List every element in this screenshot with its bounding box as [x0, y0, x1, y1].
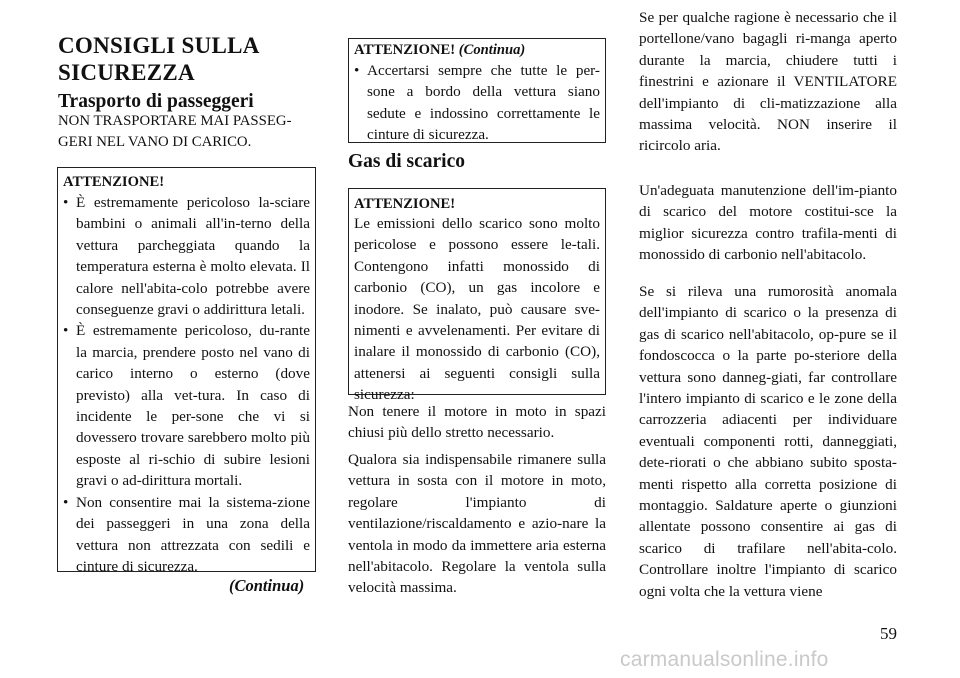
warning-bullet: • È estremamente pericoloso, du-rante la marcia, prendere posto nel vano di carico interno o esterno (dove previsto) alla vet-tura. In caso di incidente le per-sone che vi si dovessero trovare sarebbero molto più esposte al ri-schio di subire lesioni gravi o ad-dirittura mortali. [63, 322, 310, 490]
warning-text: Le emissioni dello scarico sono molto pericolose e possono essere le-tali. Contengono infatti monossido di carbonio (CO), un gas incolore e inodore. Se inalato, può causare sve-nimenti e avvelenamenti. Per evitare di inalare il monossido di carbonio (CO), attenersi ai seguenti consigli sulla sicurezza: [354, 215, 600, 404]
warning-box-passengers [57, 167, 316, 575]
warning-bullet-list [63, 192, 310, 577]
title-line-2: SICUREZZA [58, 60, 195, 85]
warning-bullet: • È estremamente pericoloso la-sciare bambini o animali all'in-terno della vettura parcheggiata quando la temperatura esterna è molto elevata. Il calore nell'abita-colo potrebbe avere conseguenze gravi o addirittura letali. [63, 194, 310, 319]
bullet-icon: • [354, 62, 360, 79]
section-title-passengers: Trasporto di passeggeri [58, 91, 254, 112]
warning-bullet: • Accertarsi sempre che tutte le per-sone a bordo della vettura siano sedute e indossino correttamente le cinture di sicurezza. [354, 62, 600, 144]
warning-heading: ATTENZIONE! [63, 174, 165, 190]
title-line-1: CONSIGLI SULLA [58, 33, 260, 58]
bullet-icon: • [63, 493, 69, 511]
warning-box-exhaust [348, 188, 606, 404]
bullet-icon: • [63, 194, 69, 211]
page-title [58, 32, 318, 86]
warning-bullet-list [354, 60, 600, 146]
exhaust-paragraph-1: Non tenere il motore in moto in spazi chiusi più dello stretto necessario. [348, 403, 606, 442]
watermark: carmanualsonline.info [620, 648, 829, 671]
right-paragraph-2: Un'adeguata manutenzione dell'im-pianto di scarico del motore costitui-sce la miglior sicurezza contro trafila-menti di monossido di carbonio nell'abitacolo. [639, 182, 897, 264]
right-paragraph-1: Se per qualche ragione è necessario che il portellone/vano bagagli ri-manga aperto durante la marcia, chiudere tutti i finestrini e azionare il VENTILATORE dell'impianto di cli-matizzazione alla massima velocità. NON inserire il ricircolo aria. [639, 9, 897, 155]
warning-heading: ATTENZIONE! [354, 196, 456, 212]
continued-label: (Continua) [229, 576, 305, 595]
warning-box-continued [348, 38, 606, 143]
exhaust-paragraph-2: Qualora sia indispensabile rimanere sulla vettura in sosta con il motore in moto, regolare l'impianto di ventilazione/riscaldamento e azio-nare la ventola in modo da immettere aria esterna nell'abitacolo. Regolare la ventola sulla velocità massima. [348, 451, 606, 597]
section-title-exhaust: Gas di scarico [348, 151, 465, 172]
page-number: 59 [880, 624, 897, 643]
bullet-icon: • [63, 322, 69, 340]
warning-heading-continued: ATTENZIONE! (Continua) [354, 42, 526, 58]
warning-bullet: • Non consentire mai la sistema-zione dei passeggeri in una zona della vettura non attrezzata con sedili e cinture di sicurezza. [63, 493, 310, 575]
right-paragraph-3: Se si rileva una rumorosità anomala dell'impianto di scarico o la presenza di gas di scarico nell'abitacolo, op-pure se il fondoscocca o la parte po-steriore della vettura sono danneg-giati, far controllare l'intero impianto di scarico e le zone della carrozzeria adiacenti per individuare eventuali componenti rotti, danneggiati, dete-riorati o che abbiano subito sposta-menti rispetto alla corretta posizione di montaggio. Saldature aperte o giunzioni allentate possono consentire ai gas di scarico di trafilare nell'abita-colo. Controllare inoltre l'impianto di scarico ogni volta che la vettura viene [639, 283, 897, 600]
intro-paragraph: NON TRASPORTARE MAI PASSEG-GERI NEL VANO DI CARICO. [58, 113, 292, 150]
